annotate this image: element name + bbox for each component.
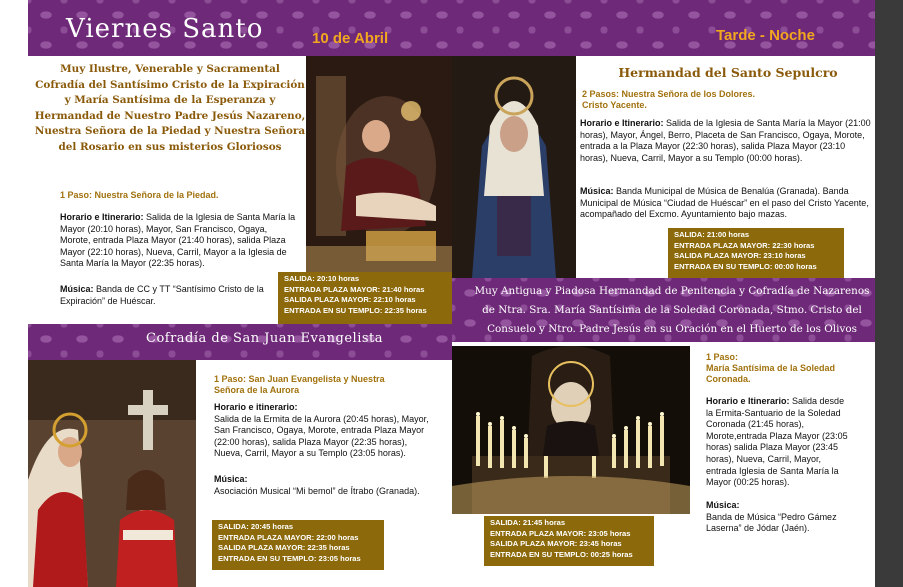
sanjuan-title: Cofradía de San Juan Evangelista [146,331,383,346]
page-title: Viernes Santo [66,14,264,44]
viewer-left-margin [0,0,28,587]
musica-label: Música: [580,186,614,196]
horario-text: Salida desde la Ermita-Santuario de la Soledad Coronada (21:45 horas), Morote,entrada Plaza Mayor (23:05 horas) salida Plaza Mayor (23:45 horas), Nueva, Carril, Mayor, entrada Iglesia de Santa María la Mayor (00:25 horas). [706,396,848,488]
time-salida: SALIDA: 21:45 horas [490,518,566,527]
sanjuan-musica [214,474,444,497]
time-salida: SALIDA: 20:45 horas [218,522,294,531]
horario-label: Horario e Itinerario: [706,396,790,406]
horario-label: Horario e Itinerario: [60,212,144,222]
musica-label: Música: [214,474,248,484]
time-entrada-templo: ENTRADA EN SU TEMPLO: 00:00 horas [674,261,817,271]
sanjuan-pasos: 1 Paso: San Juan Evangelista y Nuestra Señora de la Aurora [214,374,385,395]
time-salida: SALIDA: 20:10 horas [284,274,360,283]
time-entrada-templo: ENTRADA EN SU TEMPLO: 23:05 horas [218,553,361,563]
expiracion-musica [60,284,300,307]
horario-text: Salida de la Ermita de la Aurora (20:45 horas), Mayor, San Francisco, Ogaya, Morote, entrada Plaza Mayor (22:00 horas), salida Plaza Mayor (22:35 horas), Nueva, Carril, Mayor a su Templo (23:05 horas). [214,413,429,459]
pasos-label: 1 Paso: [706,352,739,362]
expiracion-pasos: 1 Paso: Nuestra Señora de la Piedad. [60,190,219,200]
time-salida-plaza: SALIDA PLAZA MAYOR: 22:35 horas [218,543,350,553]
pasos-text: María Santísima de la Soledad Coronada. [706,363,836,384]
sepulcro-times [668,228,844,278]
soledad-musica [706,500,846,535]
sanjuan-image [28,360,196,587]
sanjuan-times [212,520,384,570]
soledad-photo [452,346,690,514]
time-entrada-plaza: ENTRADA PLAZA MAYOR: 22:30 horas [674,240,815,250]
musica-text: Banda Municipal de Música de Benalúa (Granada). Banda Municipal de Música “Ciudad de Huéscar” en el paso del Cristo Yacente, acompañado del Excmo. Ayuntamiento bajo mazas. [580,186,869,220]
dolores-image [452,56,576,278]
horario-label: Horario e Itinerario: [580,118,664,128]
time-entrada-plaza: ENTRADA PLAZA MAYOR: 21:40 horas [284,284,425,294]
soledad-horario [706,396,848,489]
musica-text: Banda de CC y TT “Santísimo Cristo de la Expiración” de Huéscar. [60,284,264,306]
expiracion-times [278,272,452,324]
expiracion-section [28,56,452,324]
horario-text: Salida de la Iglesia de Santa María la Mayor (21:00 horas), Mayor, Ángel, Berro, Placeta de San Francisco, Ogaya, Morote, entrada a la Plaza Mayor (22:30 horas), salida Plaza Mayor (23:10 horas), Nueva, Carril, Mayor a su Templo (00:00 horas). [580,118,871,163]
time-entrada-templo: ENTRADA EN SU TEMPLO: 22:35 horas [284,305,427,315]
sepulcro-section [452,56,875,278]
time-salida: SALIDA: 21:00 horas [674,230,750,239]
horario-text: Salida de la Iglesia de Santa María la Mayor (20:10 horas), Mayor, San Francisco, Ogaya, Morote, entrada Plaza Mayor (21:40 horas), salida Plaza Mayor (22:10 horas), Nueva, Carril, Mayor a la Iglesia de Santa María la Mayor (22:35 horas). [60,212,296,269]
sepulcro-musica [580,186,872,221]
musica-label: Música: [706,500,740,510]
time-salida-plaza: SALIDA PLAZA MAYOR: 23:45 horas [490,539,622,549]
sanjuan-horario [214,402,438,460]
soledad-image [452,346,690,514]
sepulcro-pasos: 2 Pasos: Nuestra Señora de los Dolores. Cristo Yacente. [582,89,756,110]
time-salida-plaza: SALIDA PLAZA MAYOR: 22:10 horas [284,295,416,305]
time-entrada-templo: ENTRADA EN SU TEMPLO: 00:25 horas [490,549,633,559]
time-entrada-plaza: ENTRADA PLAZA MAYOR: 23:05 horas [490,528,631,538]
date-label: 10 de Abril [312,30,389,47]
sepulcro-horario [580,118,872,164]
soledad-title: Muy Antigua y Piadosa Hermandad de Penitencia y Cofradía de Nazarenos de Ntra. Sra. María Santísima de la Soledad Coronada, Stmo. Cristo del Consuelo y Ntro. Padre Jesús en su Oración en el Huerto de los Olivos [474,285,870,335]
sepulcro-title: Hermandad del Santo Sepulcro [618,65,838,80]
sanjuan-photo [28,360,196,587]
piedad-image [306,56,452,272]
time-salida-plaza: SALIDA PLAZA MAYOR: 23:10 horas [674,251,806,261]
viewer-right-margin [875,0,903,587]
expiracion-horario [60,212,300,270]
sanjuan-section [28,360,452,587]
musica-label: Música: [60,284,94,294]
expiracion-title: Muy Ilustre, Venerable y Sacramental Cofradía del Santísimo Cristo de la Expiración y María Santísima de la Esperanza y Hermandad de Nuestro Padre Jesús Nazareno, Nuestra Señora de la Piedad y Nuestra Señora del Rosario en sus misterios Gloriosos [34,63,306,153]
soledad-pasos [706,352,866,385]
period-label: Tarde - Noche [716,27,815,44]
dolores-photo [452,56,576,278]
time-entrada-plaza: ENTRADA PLAZA MAYOR: 22:00 horas [218,532,359,542]
musica-text: Banda de Música “Pedro Gámez Laserna” de Jódar (Jaén). [706,511,837,534]
horario-label: Horario e itinerario: [214,402,298,412]
soledad-times [484,516,654,566]
soledad-section [452,342,875,587]
piedad-photo [306,56,452,272]
musica-text: Asociación Musical “Mi bemol” de Ítrabo (Granada). [214,485,420,496]
